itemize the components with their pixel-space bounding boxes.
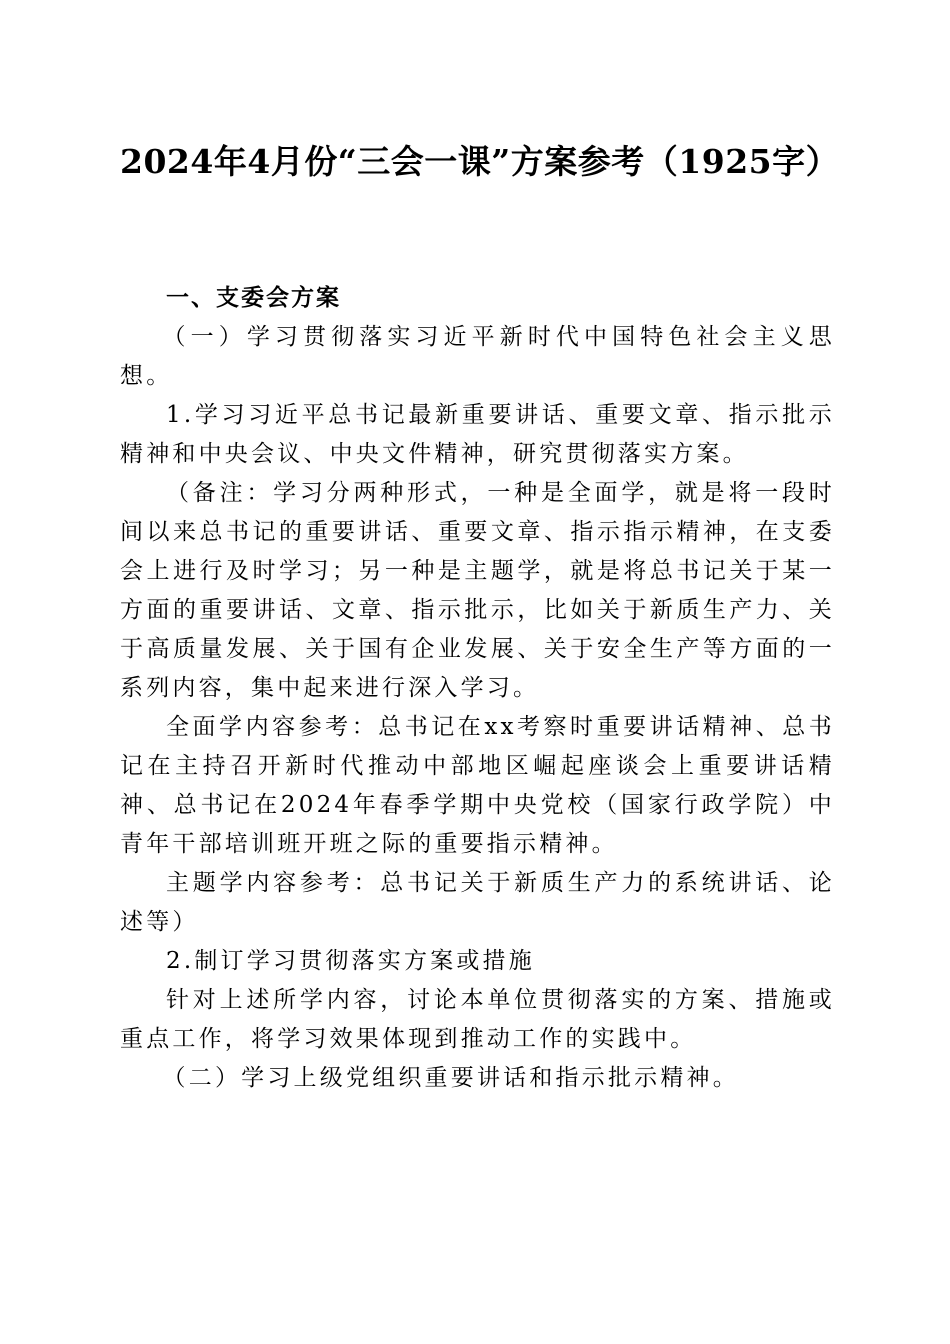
- document-title: 2024年4月份“三会一课”方案参考（1925字）: [120, 142, 840, 181]
- paragraph: 2.制订学习贯彻落实方案或措施: [166, 948, 535, 974]
- subsection-heading: （一）学习贯彻落实习近平新时代中国特色社会主义思想。: [120, 324, 835, 389]
- document-body: [120, 279, 835, 1098]
- paragraph: 针对上述所学内容，讨论本单位贯彻落实的方案、措施或重点工作，将学习效果体现到推动工作的实践中。: [120, 987, 835, 1052]
- paragraph: （备注：学习分两种形式，一种是全面学，就是将一段时间以来总书记的重要讲话、重要文章、指示指示精神，在支委会上进行及时学习；另一种是主题学，就是将总书记关于某一方面的重要讲话、文章、指示批示，比如关于新质生产力、关于高质量发展、关于国有企业发展、关于安全生产等方面的一系列内容，集中起来进行深入学习。: [120, 480, 835, 701]
- paragraph: 全面学内容参考：总书记在xx考察时重要讲话精神、总书记在主持召开新时代推动中部地区崛起座谈会上重要讲话精神、总书记在2024年春季学期中央党校（国家行政学院）中青年干部培训班开班之际的重要指示精神。: [120, 714, 835, 857]
- paragraph: 主题学内容参考：总书记关于新质生产力的系统讲话、论述等）: [120, 870, 835, 935]
- subsection-heading: （二）学习上级党组织重要讲话和指示批示精神。: [162, 1065, 739, 1091]
- paragraph: 1.学习习近平总书记最新重要讲话、重要文章、指示批示精神和中央会议、中央文件精神，研究贯彻落实方案。: [120, 402, 835, 467]
- section-heading: 一、支委会方案: [166, 285, 341, 311]
